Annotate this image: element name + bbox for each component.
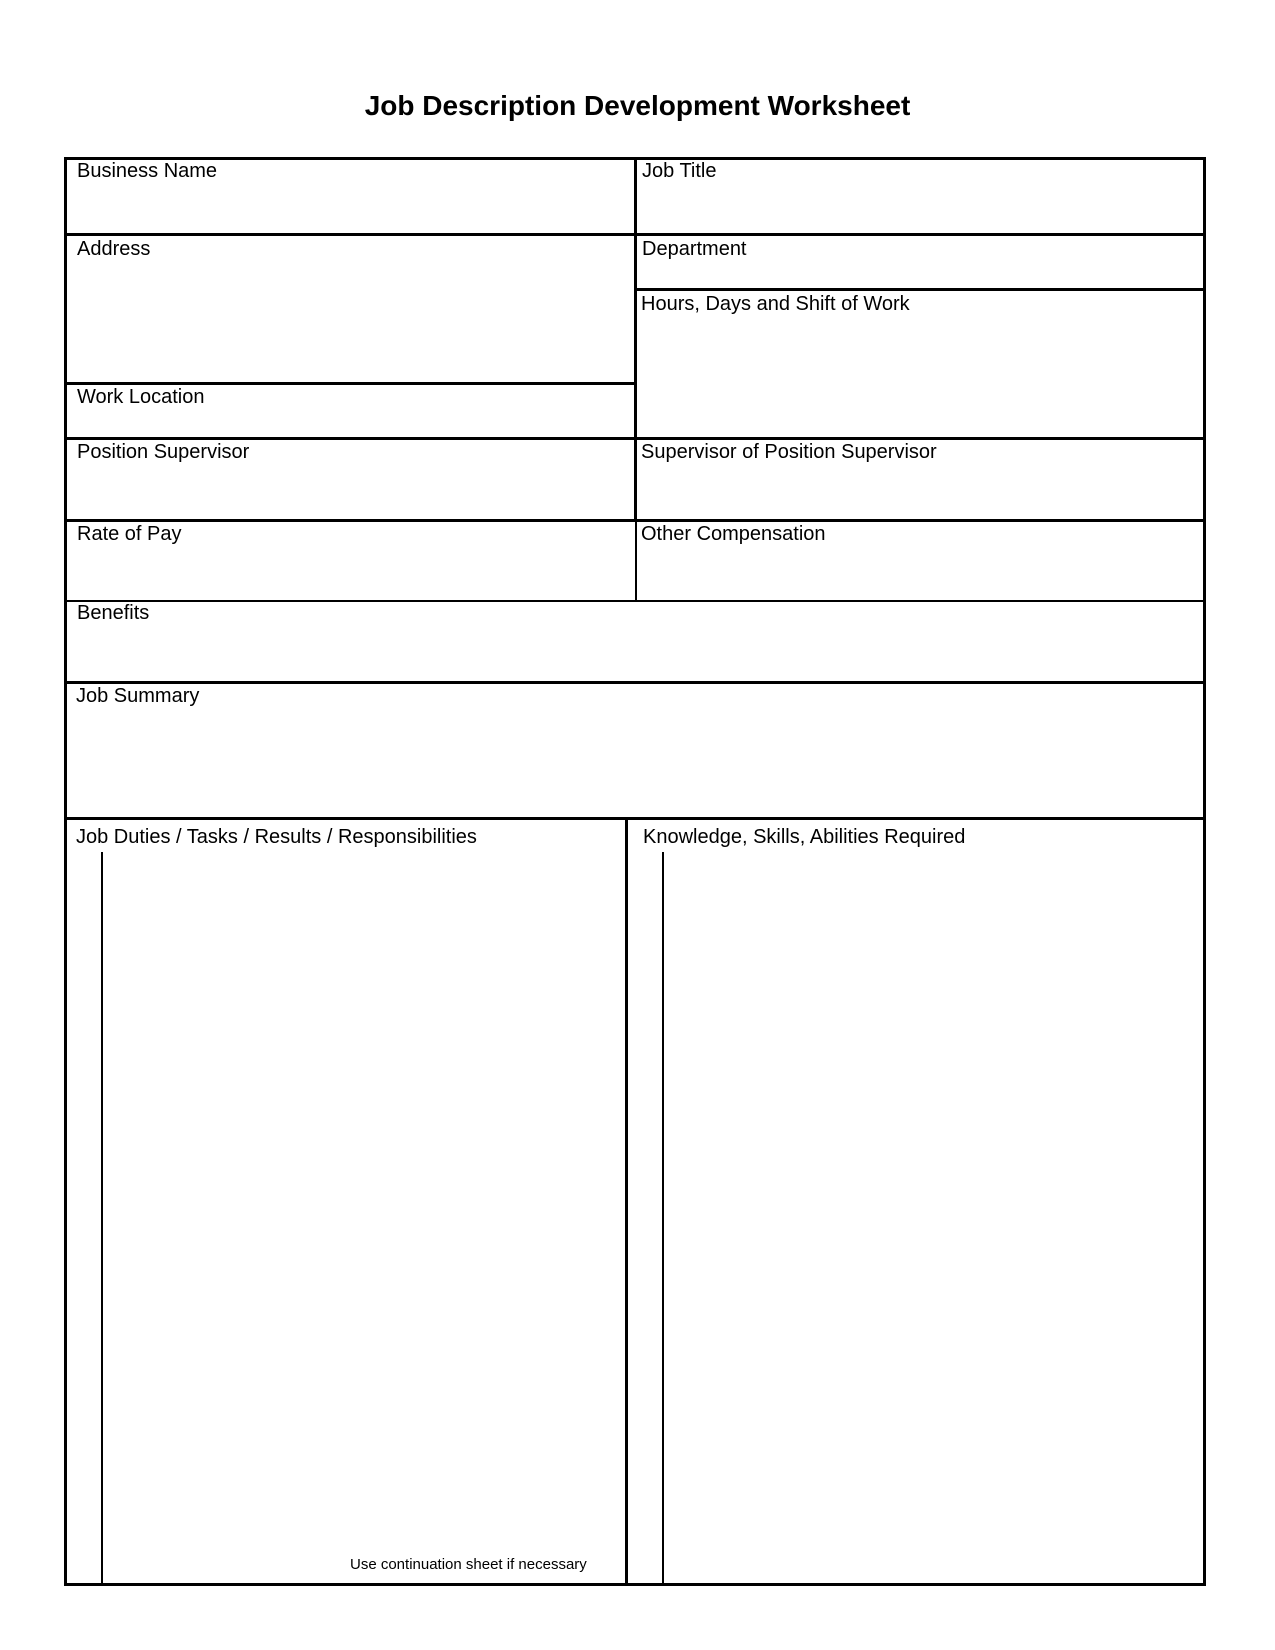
page-title: Job Description Development Worksheet bbox=[364, 90, 911, 121]
margin-line-duties bbox=[101, 852, 103, 1585]
divider-middle-top bbox=[634, 157, 637, 520]
divider-middle-pay bbox=[635, 520, 637, 601]
hours-field[interactable]: Hours, Days and Shift of Work bbox=[641, 293, 910, 315]
job-summary-field[interactable]: Job Summary bbox=[76, 685, 200, 707]
job-duties-field[interactable]: Job Duties / Tasks / Results / Responsibilities bbox=[76, 826, 477, 848]
business-name-field[interactable]: Business Name bbox=[77, 160, 218, 182]
divider-department bbox=[637, 288, 1206, 291]
position-supervisor-field[interactable]: Position Supervisor bbox=[77, 441, 250, 463]
benefits-field[interactable]: Benefits bbox=[77, 602, 150, 624]
job-title-field[interactable]: Job Title bbox=[642, 160, 717, 182]
other-compensation-field[interactable]: Other Compensation bbox=[641, 523, 826, 545]
continuation-note: Use continuation sheet if necessary bbox=[350, 1556, 587, 1573]
work-location-field[interactable]: Work Location bbox=[77, 386, 205, 408]
divider-middle-bottom bbox=[625, 818, 628, 1586]
knowledge-skills-field[interactable]: Knowledge, Skills, Abilities Required bbox=[643, 826, 966, 848]
supervisor-of-supervisor-field[interactable]: Supervisor of Position Supervisor bbox=[641, 441, 937, 463]
divider-benefits bbox=[64, 681, 1206, 684]
divider-address bbox=[64, 382, 637, 385]
divider-summary bbox=[64, 817, 1206, 820]
address-field[interactable]: Address bbox=[77, 238, 151, 260]
rate-of-pay-field[interactable]: Rate of Pay bbox=[77, 523, 182, 545]
department-field[interactable]: Department bbox=[642, 238, 747, 260]
margin-line-knowledge bbox=[662, 852, 664, 1585]
